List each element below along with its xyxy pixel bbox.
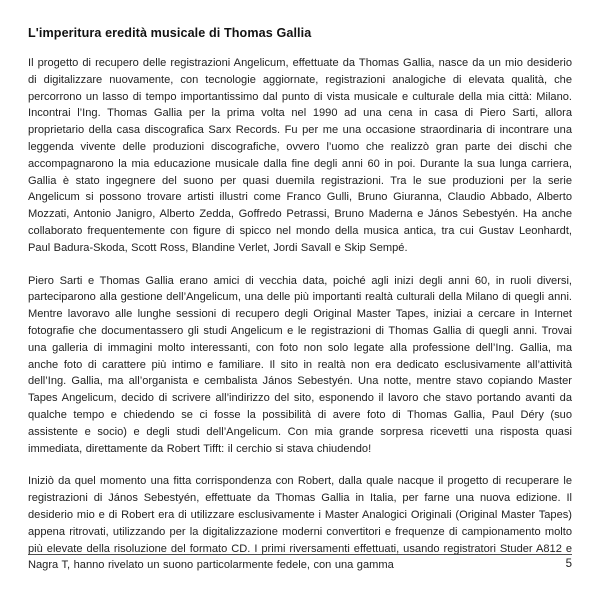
page-footer	[28, 554, 572, 570]
page-number: 5	[565, 558, 572, 570]
page-title	[28, 26, 572, 40]
paragraph-2: Piero Sarti e Thomas Gallia erano amici di vecchia data, poiché agli inizi degli anni 60, in ruoli diversi, parteciparono alla gestione dell’Angelicum, una delle più importanti realtà culturali della Milano di quegli anni. Mentre lavoravo alle lunghe sessioni di recupero degli Original Master Tapes, iniziai a cercare in Internet fotografie che documentassero gli studi Angelicum e le registrazioni di Thomas Gallia di quegli anni. Trovai una galleria di immagini molto interessanti, con foto non solo legate alla professione dell’Ing. Gallia, ma anche foto di carattere più intimo e familiare. Il sito in realtà non era dedicato esclusivamente all’attività dell’Ing. Gallia, ma all’organista e cembalista János Sebestyén. Una notte, mentre stavo copiando Master Tapes Angelicum, decido di scrivere all’indirizzo del sito, esponendo il lavoro che stavo portando avanti da qualche tempo e chiedendo se ci fosse la possibilità di avere foto di Thomas Gallia, Paul Déry (suo assistente e socio) e degli studi dell’Angelicum. Con mia grande sorpresa ricevetti una risposta quasi immediata, direttamente da Robert Tifft: il cerchio si stava chiudendo!	[28, 274, 572, 455]
paragraph-1: Il progetto di recupero delle registrazioni Angelicum, effettuate da Thomas Gallia, nasce da un mio desiderio di digitalizzare nuovamente, con tecnologie aggiornate, registrazioni analogiche di elevata qualità, che percorrono un lasso di tempo importantissimo dal punto di vista musicale e culturale della mia città: Milano. Incontrai l’Ing. Thomas Gallia per la prima volta nel 1990 ad una cena in casa di Piero Sarti, allora proprietario della casa discografica Sarx Records. Fu per me una occasione straordinaria di incontrare una leggenda vivente delle produzioni discografiche, ovvero l’uomo che realizzò gran parte dei dischi che accompagnarono la mia educazione musicale dalla fine degli anni 60 in poi. Durante la sua lunga carriera, Gallia è stato ingegnere del suono per quasi duemila registrazioni. Tra le sue produzioni per la serie Angelicum si possono trovare artisti illustri come Franco Gulli, Bruno Giuranna, Claudio Abbado, Alberto Mozzati, Antonio Janigro, Alberto Zedda, Goffredo Petrassi, Bruno Maderna e János Sebestyén. Ha anche collaborato frequentemente con figure di spicco nel mondo della musica antica, tra cui Gustav Leonhardt, Paul Badura-Skoda, Scott Ross, Blandine Verlet, Jordi Savall e Skip Sempé.	[28, 57, 572, 254]
paragraph-3: Iniziò da quel momento una fitta corrispondenza con Robert, dalla quale nacque il progetto di recuperare le registrazioni di János Sebestyén, effettuate da Thomas Gallia in Italia, per farne una nuova edizione. Il desiderio mio e di Robert era di utilizzare esclusivamente i Master Analogici Originali (Original Master Tapes) appena ritrovati, utilizzando per la digitalizzazione moderni convertitori e frequenze di campionamento molto più elevate della risoluzione del formato CD. I primi riversamenti effettuati, usando registratori Studer A812 e Nagra T, hanno rivelato un suono particolarmente fedele, con una gamma	[28, 475, 572, 572]
footer-divider	[28, 554, 572, 555]
page-title-text: L'imperitura eredità musicale di Thomas Gallia	[28, 26, 312, 40]
